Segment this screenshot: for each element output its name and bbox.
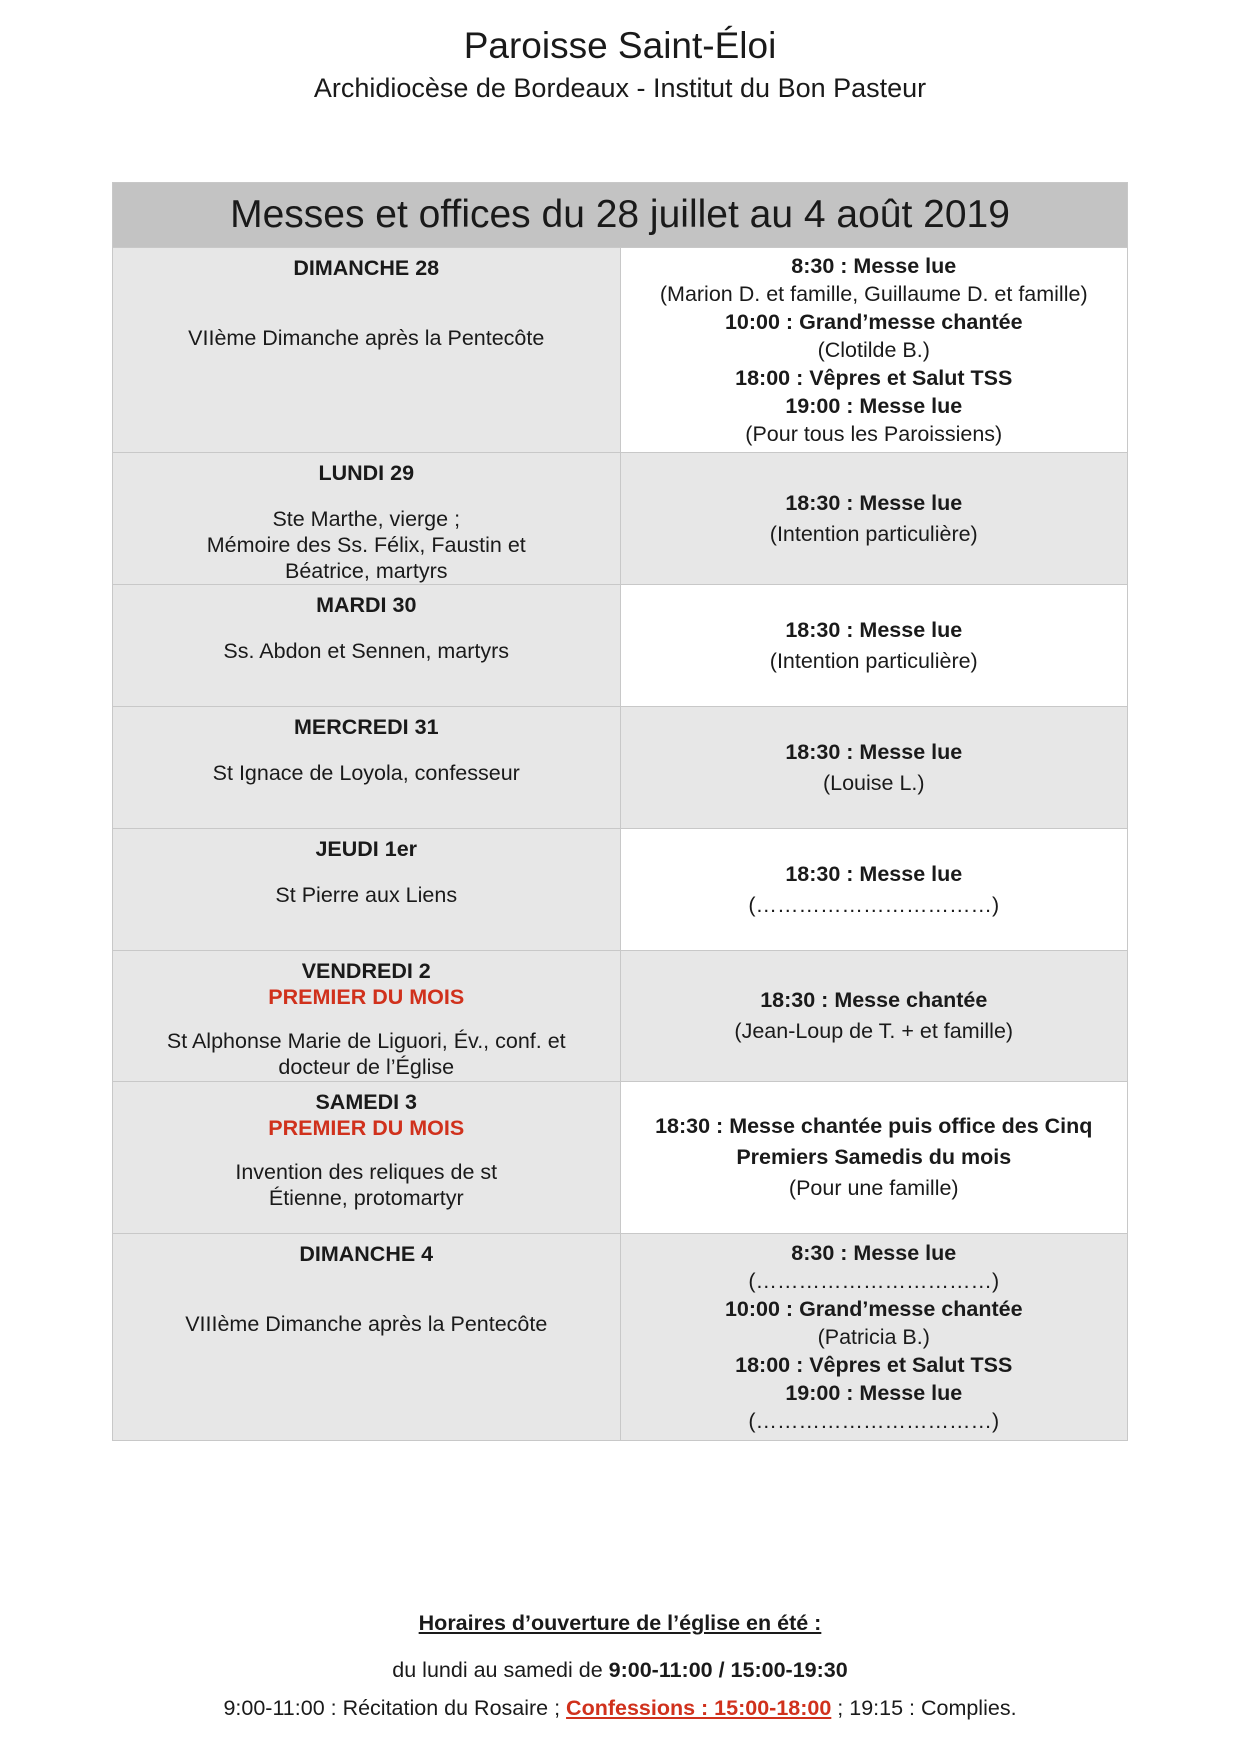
mass-line: 10:00 : Grand’messe chantée: [724, 1297, 1023, 1321]
mass-intention: (Pour une famille): [788, 1176, 959, 1200]
day-cell: [113, 585, 621, 707]
mass-cell: [620, 951, 1128, 1082]
compline-time: ; 19:15 : Complies.: [831, 1696, 1017, 1720]
mass-intention: (Louise L.): [822, 770, 925, 795]
mass-intention: (……………………………): [748, 1269, 1000, 1293]
mass-line: 19:00 : Messe lue: [785, 394, 963, 418]
mass-line: 18:30 : Messe chantée puis office des Cinq Premiers Samedis du mois: [655, 1114, 1093, 1169]
mass-intention: (Clotilde B.): [817, 338, 930, 362]
day-cell: [113, 707, 621, 829]
schedule-row: [113, 829, 1128, 951]
feast-name: St Ignace de Loyola, confesseur: [212, 761, 520, 785]
day-name: LUNDI 29: [318, 461, 415, 485]
mass-cell: [620, 453, 1128, 585]
day-cell: [113, 829, 621, 951]
schedule-row: [113, 1082, 1128, 1234]
feast-name: Ss. Abdon et Sennen, martyrs: [223, 639, 510, 663]
feast-name: St Pierre aux Liens: [275, 883, 458, 907]
mass-schedule-table: [112, 182, 1128, 1441]
opening-hours-footer: [0, 1608, 1240, 1722]
mass-cell: [620, 829, 1128, 951]
day-name: DIMANCHE 4: [299, 1242, 434, 1266]
mass-cell: [620, 585, 1128, 707]
feast-name: Invention des reliques de st Étienne, protomartyr: [235, 1160, 498, 1210]
day-cell: [113, 951, 621, 1082]
schedule-row: [113, 453, 1128, 585]
rosary-time: 9:00-11:00 : Récitation du Rosaire ;: [223, 1696, 567, 1720]
schedule-title: Messes et offices du 28 juillet au 4 août 2019: [113, 183, 1128, 248]
mass-line: 8:30 : Messe lue: [791, 254, 957, 278]
mass-line: 18:30 : Messe chantée: [760, 988, 988, 1012]
mass-line: 18:30 : Messe lue: [785, 739, 963, 764]
opening-hours-line: [0, 1656, 1240, 1684]
mass-cell: [620, 1234, 1128, 1441]
day-name: VENDREDI 2: [301, 959, 431, 983]
mass-line: 18:00 : Vêpres et Salut TSS: [735, 366, 1013, 390]
mass-cell: [620, 1082, 1128, 1234]
mass-line: 18:30 : Messe lue: [785, 861, 963, 886]
schedule-row: [113, 585, 1128, 707]
opening-days: du lundi au samedi de: [392, 1658, 609, 1682]
mass-intention: (Patricia B.): [817, 1325, 930, 1349]
opening-hours: 9:00-11:00 / 15:00-19:30: [608, 1658, 848, 1682]
day-cell: [113, 453, 621, 585]
parish-subtitle: Archidiocèse de Bordeaux - Institut du Bon Pasteur: [313, 73, 927, 103]
schedule-row: [113, 248, 1128, 453]
schedule-row: [113, 1234, 1128, 1441]
mass-line: 19:00 : Messe lue: [785, 1381, 963, 1405]
mass-cell: [620, 248, 1128, 453]
day-cell: [113, 1234, 621, 1441]
day-name: JEUDI 1er: [315, 837, 418, 861]
first-of-month-label: PREMIER DU MOIS: [268, 1116, 465, 1140]
mass-intention: (Pour tous les Paroissiens): [745, 422, 1003, 446]
day-name: MARDI 30: [316, 593, 417, 617]
mass-intention: (……………………………): [748, 1409, 1000, 1433]
feast-name: Ste Marthe, vierge ;: [272, 507, 461, 531]
feast-memorial: Mémoire des Ss. Félix, Faustin et Béatrice, martyrs: [206, 533, 526, 583]
page-header: [0, 22, 1240, 106]
mass-line: 18:30 : Messe lue: [785, 617, 963, 642]
schedule-banner-row: [113, 183, 1128, 248]
mass-line: 18:00 : Vêpres et Salut TSS: [735, 1353, 1013, 1377]
schedule-row: [113, 707, 1128, 829]
feast-name: VIIIème Dimanche après la Pentecôte: [185, 1312, 548, 1336]
opening-hours-heading: Horaires d’ouverture de l’église en été :: [418, 1611, 822, 1635]
mass-line: 8:30 : Messe lue: [791, 1241, 957, 1265]
first-of-month-label: PREMIER DU MOIS: [268, 985, 465, 1009]
feast-name: VIIème Dimanche après la Pentecôte: [188, 326, 545, 350]
mass-cell: [620, 707, 1128, 829]
daily-program-line: [0, 1694, 1240, 1722]
day-name: DIMANCHE 28: [293, 256, 440, 280]
parish-title: Paroisse Saint-Éloi: [463, 25, 777, 66]
feast-name: St Alphonse Marie de Liguori, Év., conf. et docteur de l’Église: [166, 1029, 566, 1079]
mass-intention: (Marion D. et famille, Guillaume D. et famille): [659, 282, 1088, 306]
confessions-time: Confessions : 15:00-18:00: [566, 1696, 832, 1720]
day-name: MERCREDI 31: [293, 715, 439, 739]
day-name: SAMEDI 3: [315, 1090, 418, 1114]
day-cell: [113, 248, 621, 453]
mass-intention: (Intention particulière): [769, 648, 978, 673]
day-cell: [113, 1082, 621, 1234]
mass-intention: (Intention particulière): [769, 521, 978, 546]
mass-line: 10:00 : Grand’messe chantée: [724, 310, 1023, 334]
mass-intention: (Jean-Loup de T. + et famille): [734, 1019, 1014, 1043]
mass-line: 18:30 : Messe lue: [785, 490, 963, 515]
mass-intention: (……………………………): [748, 892, 1000, 917]
schedule-row: [113, 951, 1128, 1082]
